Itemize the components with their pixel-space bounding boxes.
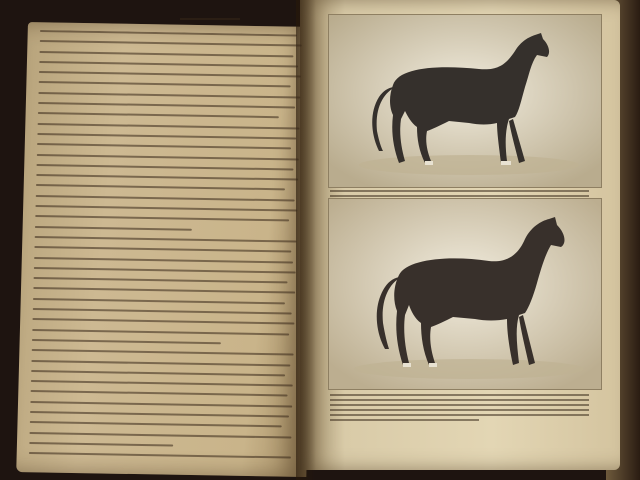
caption-line	[330, 394, 589, 396]
text-line	[39, 71, 301, 78]
caption-line	[330, 399, 589, 401]
text-line	[37, 133, 296, 140]
text-line	[32, 318, 294, 325]
horse-illustration-bottom	[329, 199, 601, 389]
text-line	[37, 154, 299, 161]
text-line	[32, 329, 289, 335]
text-line	[31, 380, 293, 387]
text-line	[30, 421, 282, 427]
caption-line	[330, 190, 589, 192]
caption-line	[330, 409, 589, 411]
text-line	[34, 257, 293, 264]
text-line	[34, 267, 296, 274]
text-line	[33, 298, 285, 304]
text-line	[31, 360, 290, 367]
text-line	[32, 339, 221, 344]
text-line	[29, 432, 291, 439]
running-head	[130, 16, 290, 22]
text-line	[36, 184, 285, 190]
text-line	[38, 123, 300, 130]
text-line	[31, 390, 288, 396]
text-line	[29, 452, 291, 459]
text-line	[35, 215, 289, 221]
caption-line	[330, 195, 589, 197]
text-line	[33, 287, 295, 294]
text-line	[32, 349, 294, 356]
horse-illustration-top	[329, 15, 601, 187]
text-line	[30, 411, 289, 418]
text-line	[35, 226, 192, 231]
text-line	[35, 205, 297, 212]
text-line	[34, 246, 291, 252]
text-line	[30, 401, 292, 408]
text-line	[39, 51, 293, 57]
caption-line	[330, 419, 479, 421]
text-line	[37, 143, 291, 149]
caption-line	[330, 414, 589, 416]
horse-plate-bottom	[328, 198, 602, 390]
text-line	[39, 81, 291, 87]
text-line	[39, 61, 298, 68]
text-line	[36, 174, 298, 181]
text-line	[38, 112, 279, 118]
caption-line	[330, 404, 589, 406]
text-line	[35, 236, 297, 243]
left-page-text-block	[29, 30, 302, 465]
text-line	[36, 164, 293, 170]
plate-bottom-caption	[330, 394, 600, 442]
text-line	[38, 92, 300, 99]
text-line	[29, 442, 173, 447]
text-line	[38, 102, 295, 108]
horse-plate-top	[328, 14, 602, 188]
text-line	[31, 370, 285, 376]
text-line	[33, 277, 287, 283]
text-line	[36, 195, 295, 202]
text-line	[33, 308, 292, 315]
text-line	[40, 40, 302, 47]
